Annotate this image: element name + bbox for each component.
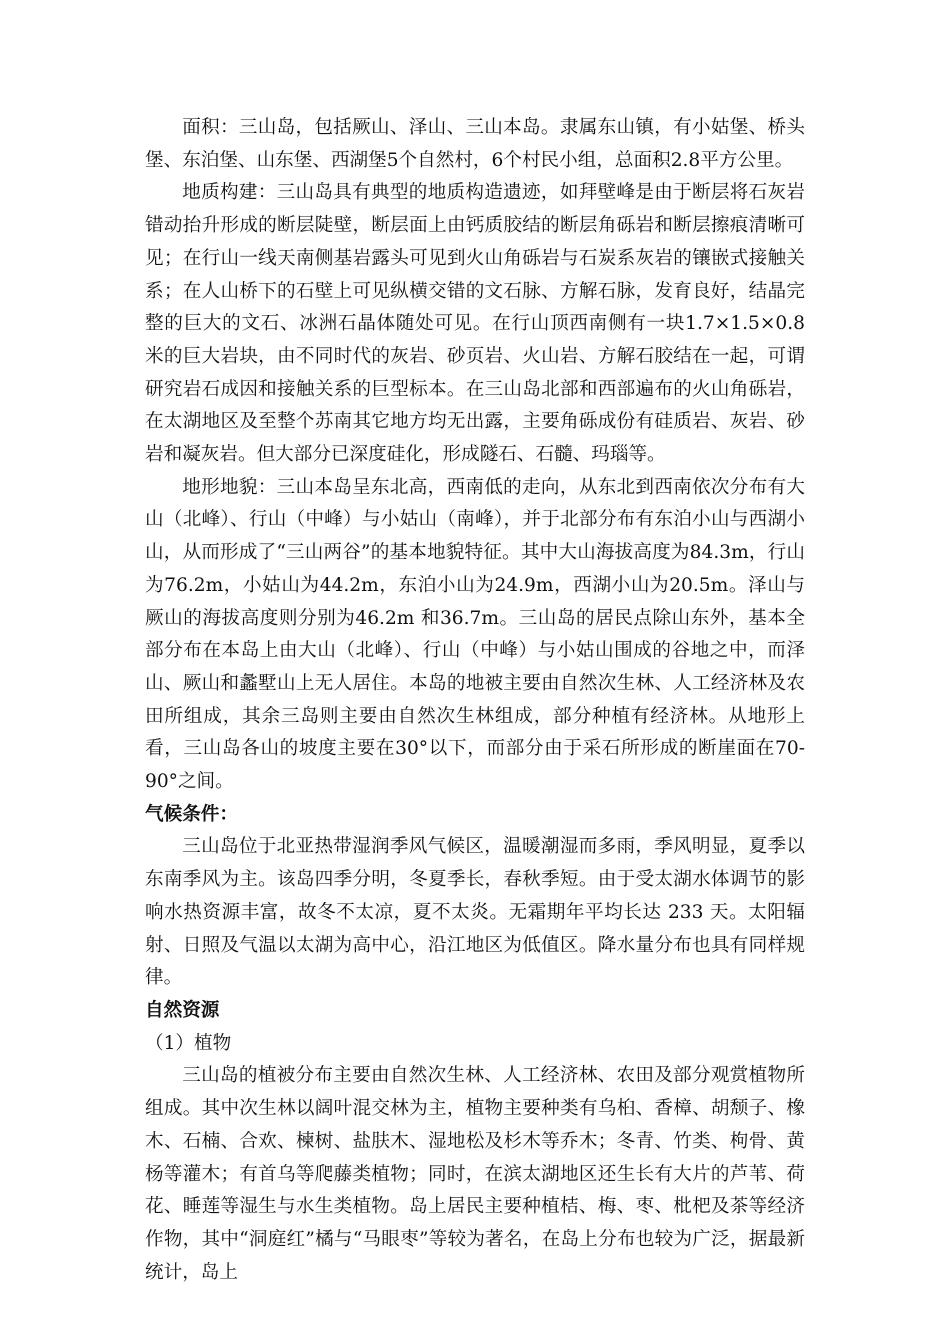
heading-climate: 气候条件：	[145, 803, 238, 825]
document-page	[145, 112, 805, 1289]
paragraph-plants: 三山岛的植被分布主要由自然次生林、人工经济林、农田及部分观赏植物所组成。其中次生林以阔叶混交林为主，植物主要种类有乌桕、香樟、胡颓子、橡木、石楠、合欢、楝树、盐肤木、湿地松及杉木等乔木；冬青、竹类、枸骨、黄杨等灌木；有首乌等爬藤类植物；同时，在滨太湖地区还生长有大片的芦苇、荷花、睡莲等湿生与水生类植物。岛上居民主要种植桔、梅、枣、枇杷及茶等经济作物，其中“洞庭红”橘与“马眼枣”等较为著名，在岛上分布也较为广泛，据最新统计，岛上	[145, 1065, 805, 1283]
subheading-plants: （1）植物	[145, 1032, 232, 1054]
heading-natural-resources: 自然资源	[145, 999, 220, 1021]
paragraph-terrain: 地形地貌：三山本岛呈东北高，西南低的走向，从东北到西南依次分布有大山（北峰）、行山（中峰）与小姑山（南峰），并于北部分布有东泊小山与西湖小山，从而形成了“三山两谷”的基本地貌特征。其中大山海拔高度为84.3m，行山为76.2m，小姑山为44.2m，东泊小山为24.9m，西湖小山为20.5m。泽山与厥山的海拔高度则分别为46.2m 和36.7m。三山岛的居民点除山东外，基本全部分布在本岛上由大山（北峰）、行山（中峰）与小姑山围成的谷地之中，而泽山、厥山和蠡墅山上无人居住。本岛的地被主要由自然次生林、人工经济林及农田所组成，其余三岛则主要由自然次生林组成，部分种植有经济林。从地形上看，三山岛各山的坡度主要在30°以下，而部分由于采石所形成的断崖面在70-90°之间。	[145, 476, 805, 793]
paragraph-geology: 地质构建：三山岛具有典型的地质构造遗迹，如拜壁峰是由于断层将石灰岩错动抬升形成的断层陡壁，断层面上由钙质胶结的断层角砾岩和断层擦痕清晰可见；在行山一线天南侧基岩露头可见到火山角砾岩与石炭系灰岩的镶嵌式接触关系；在人山桥下的石壁上可见纵横交错的文石脉、方解石脉，发育良好，结晶完整的巨大的文石、冰洲石晶体随处可见。在行山顶西南侧有一块1.7×1.5×0.8 米的巨大岩块，由不同时代的灰岩、砂页岩、火山岩、方解石胶结在一起，可谓研究岩石成因和接触关系的巨型标本。在三山岛北部和西部遍布的火山角砾岩，在太湖地区及至整个苏南其它地方均无出露，主要角砾成份有硅质岩、灰岩、砂岩和凝灰岩。但大部分已深度硅化，形成隧石、石髓、玛瑙等。	[145, 182, 805, 466]
paragraph-climate: 三山岛位于北亚热带湿润季风气候区，温暖潮湿而多雨，季风明显，夏季以东南季风为主。该岛四季分明，冬夏季长，春秋季短。由于受太湖水体调节的影响水热资源丰富，故冬不太凉，夏不太炎。无霜期年平均长达 233 天。太阳辐射、日照及气温以太湖为高中心，沿江地区为低值区。降水量分布也具有同样规律。	[145, 836, 805, 989]
paragraph-area: 面积：三山岛，包括厥山、泽山、三山本岛。隶属东山镇，有小姑堡、桥头堡、东泊堡、山东堡、西湖堡5个自然村，6个村民小组，总面积2.8平方公里。	[145, 117, 805, 171]
